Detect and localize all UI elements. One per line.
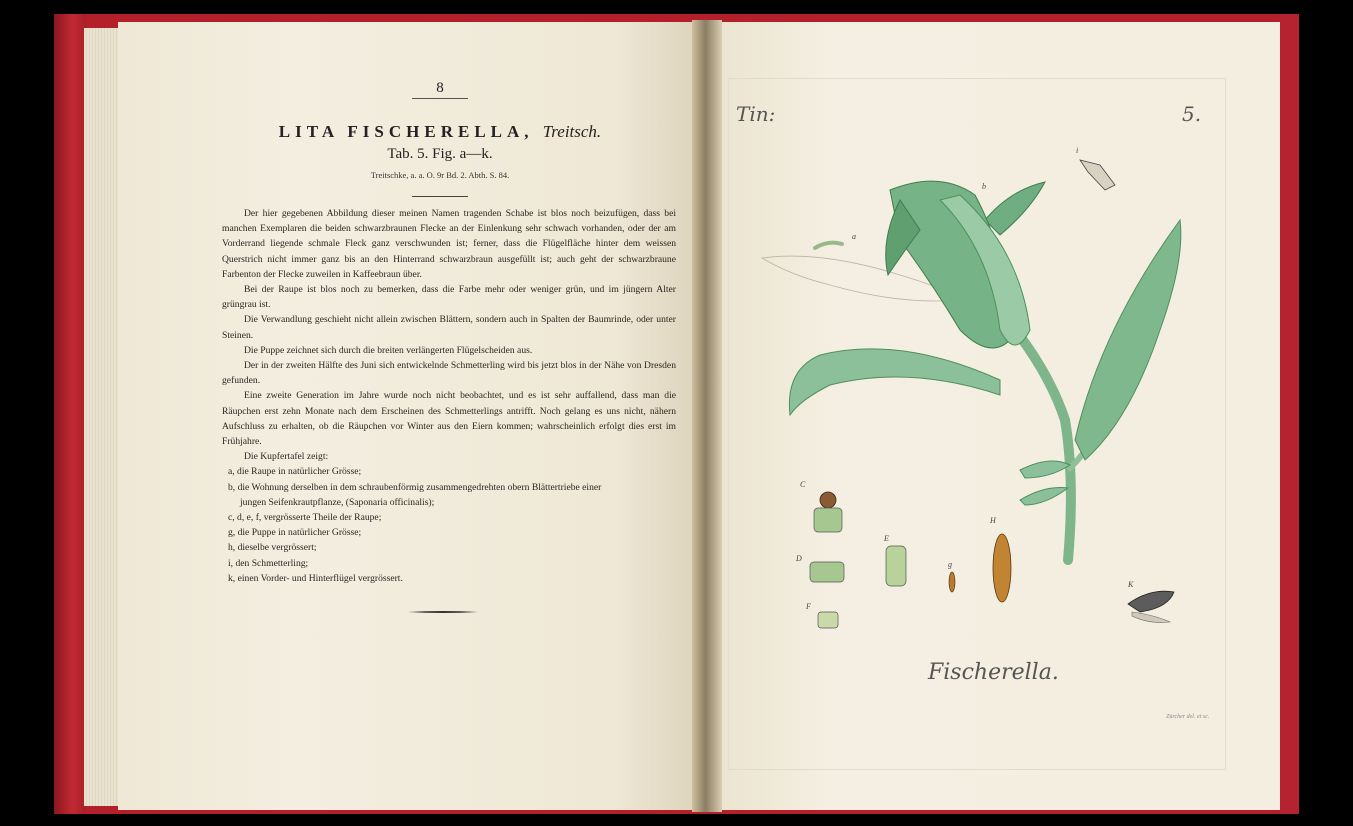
title-main: LITA FISCHERELLA, [278, 122, 534, 141]
paragraph: Eine zweite Generation im Jahre wurde noch nicht beobachtet, und es ist sehr auffallend, dass man die Räupchen erst zehn Monate nach dem Erscheinen des Schmetterlings antrifft. Noch gelang es uns nicht, nähern Aufschluss zu erhalten, ob die Räupchen vor Winter aus den Eiern kommen; wahrscheinlich erfolgt dies erst im Frühjahre. [222, 390, 676, 448]
larva-segment-figure-c [814, 508, 842, 532]
leaf [789, 349, 1000, 415]
plate-tab-number: 5. [1182, 102, 1202, 126]
figure-letter-b: b [982, 182, 986, 191]
title-author: Treitsch. [542, 122, 602, 141]
list-item: h, dieselbe vergrössert; [228, 542, 317, 554]
figure-letter-g: g [948, 560, 952, 569]
page-number: 8 [436, 80, 444, 96]
paragraph: Der hier gegebenen Abbildung dieser meinen Namen tragenden Schabe ist blos noch beizufügen, dass bei manchen Exemplaren die beiden schwarzbraunen Flecke an der Einlenkung sehr schwach vorhanden, oder der am Vorderrand liegende schmale Fleck ganz verschwunden ist; ferner, dass die Flügelfläche hinter dem weissen Querstrich nicht immer ganz bis an den Hinterrand schwarzbraun ausgefüllt ist; auch geht der schwarzbraune Farbenton der Flecke zuweilen in Kaffeebraun über. [222, 208, 676, 280]
figure-letter-d: D [796, 554, 802, 563]
paragraph: Die Verwandlung geschieht nicht allein zwischen Blättern, sondern auch in Spalten der Baumrinde, oder unter Steinen. [222, 314, 676, 341]
plate-species-name: Fischerella. [928, 660, 1059, 685]
larva-segment-figure-d [810, 562, 844, 582]
subtitle: Tab. 5. Fig. a—k. [387, 146, 493, 162]
moth-figure-i [1080, 160, 1115, 190]
list-heading: Die Kupfertafel zeigt: [244, 451, 329, 463]
list-item: k, einen Vorder- und Hinterflügel vergrössert. [228, 572, 403, 584]
engraver-credit: Zürcher del. et sc. [1166, 714, 1210, 720]
leaf [1020, 488, 1068, 506]
paragraph: Bei der Raupe ist blos noch zu bemerken, dass die Farbe mehr oder weniger grün, und im jüngern Alter grüngrau ist. [222, 284, 676, 311]
larva-segment-figure-f [818, 612, 838, 628]
figure-letter-i: i [1076, 146, 1079, 155]
leaf [1020, 461, 1070, 478]
pupa-figure-h [993, 534, 1011, 602]
plate-tab-label: Tin: [736, 102, 776, 126]
larva-head-figure-c [820, 492, 836, 508]
leaf [985, 182, 1045, 235]
figure-letter-f: F [806, 602, 811, 611]
list-item-continuation: jungen Seifenkrautpflanze, (Saponaria officinalis); [240, 496, 435, 508]
list-item: b, die Wohnung derselben in dem schraubenförmig zusammengedrehten obern Blättertriebe einer [228, 481, 602, 493]
pupa-figure-g [949, 572, 955, 592]
figure-letter-c: C [800, 480, 806, 489]
list-item: i, den Schmetterling; [228, 557, 309, 569]
larva-part-figure-e [886, 546, 906, 586]
paragraph: Der in der zweiten Hälfte des Juni sich entwickelnde Schmetterling wird bis jetzt blos in der Nähe von Dresden gefunden. [222, 360, 676, 387]
list-item: a, die Raupe in natürlicher Grösse; [228, 466, 362, 478]
list-item: c, d, e, f, vergrösserte Theile der Raupe; [228, 512, 382, 524]
list-item: g, die Puppe in natürlicher Grösse; [228, 527, 362, 539]
reference: Treitschke, a. a. O. 9r Bd. 2. Abth. S. 84. [370, 170, 510, 180]
figure-letter-h: H [990, 516, 996, 525]
wings-figure-k [1128, 591, 1174, 612]
figure-letter-k: K [1128, 580, 1134, 589]
caterpillar-figure-a [815, 243, 842, 248]
figure-letter-a: a [852, 232, 856, 241]
figure-letter-e: E [884, 534, 889, 543]
paragraph: Die Puppe zeichnet sich durch die breiten verlängerten Flügelscheiden aus. [244, 344, 533, 356]
wings-figure-k-hind [1132, 612, 1170, 622]
leaf [1075, 220, 1181, 460]
